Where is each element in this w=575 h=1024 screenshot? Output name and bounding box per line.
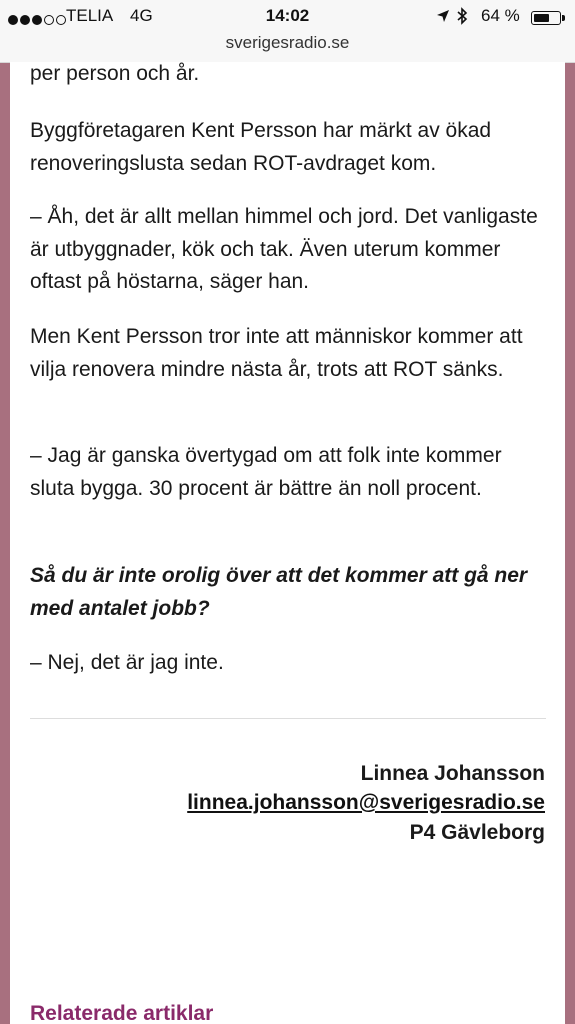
interview-question: Så du är inte orolig över att det kommer att gå ner med antalet jobb? bbox=[30, 564, 528, 620]
article-content bbox=[10, 62, 565, 1024]
status-bar bbox=[0, 0, 575, 63]
network-type: 4G bbox=[130, 6, 153, 25]
article-paragraph: Men Kent Persson tror inte att människor kommer att vilja renovera mindre nästa år, trots att ROT sänks. bbox=[30, 325, 523, 381]
article-paragraph: Byggföretagaren Kent Persson har märkt av ökad renoveringslusta sedan ROT-avdraget kom. bbox=[30, 119, 492, 175]
article-paragraph: – Åh, det är allt mellan himmel och jord. Det vanligaste är utbyggnader, kök och tak. Även uterum kommer oftast på höstarna, säger han. bbox=[30, 205, 538, 293]
battery-icon bbox=[531, 11, 561, 25]
location-arrow-icon bbox=[436, 8, 450, 28]
article-paragraph: – Nej, det är jag inte. bbox=[30, 651, 224, 674]
carrier-name: TELIA bbox=[66, 6, 114, 25]
byline-email-link[interactable]: linnea.johansson@sverigesradio.se bbox=[187, 791, 545, 814]
bluetooth-icon bbox=[456, 7, 468, 30]
divider bbox=[30, 718, 546, 719]
related-articles-heading: Relaterade artiklar bbox=[30, 1002, 214, 1024]
article-paragraph: – Jag är ganska övertygad om att folk inte kommer sluta bygga. 30 procent är bättre än noll procent. bbox=[30, 444, 502, 500]
article-paragraph: per person och år. bbox=[30, 62, 200, 85]
byline-author: Linnea Johansson bbox=[360, 762, 545, 785]
battery-percentage: 64 % bbox=[481, 6, 520, 25]
byline-station: P4 Gävleborg bbox=[409, 821, 545, 844]
address-bar[interactable]: sverigesradio.se bbox=[225, 33, 350, 52]
clock: 14:02 bbox=[265, 6, 310, 25]
